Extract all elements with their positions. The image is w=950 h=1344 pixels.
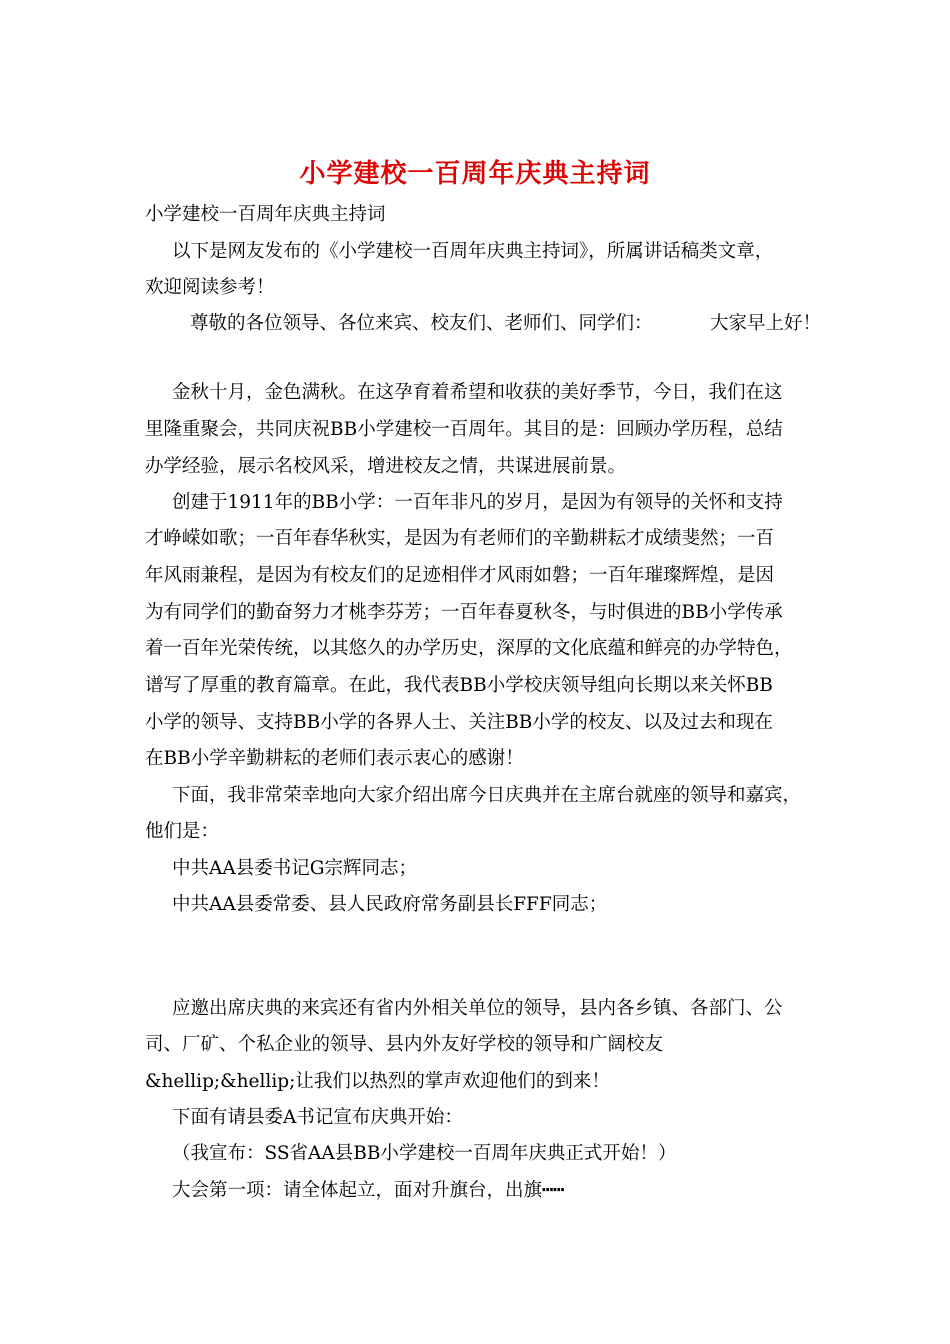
paragraph-line: 下面有请县委A书记宣布庆典开始： [172, 1107, 463, 1128]
paragraph-line: 谱写了厚重的教育篇章。在此，我代表BB小学校庆领导组向长期以来关怀BB [145, 675, 773, 696]
intro-line-1: 以下是网友发布的《小学建校一百周年庆典主持词》，所属讲话稿类文章， [172, 241, 774, 262]
paragraph-line: 为有同学们的勤奋努力才桃李芬芳；一百年春夏秋冬，与时俱进的BB小学传承 [145, 602, 783, 623]
paragraph-line: 办学经验，展示名校风采，增进校友之情，共谋进展前景。 [145, 456, 627, 477]
subtitle-line: 小学建校一百周年庆典主持词 [145, 204, 386, 225]
guest-line: 中共AA县委常委、县人民政府常务副县长FFF同志； [172, 894, 608, 915]
paragraph-line: &hellip;&hellip;让我们以热烈的掌声欢迎他们的到来！ [145, 1071, 610, 1092]
paragraph-line: 着一百年光荣传统，以其悠久的办学历史，深厚的文化底蕴和鲜亮的办学特色， [145, 638, 793, 659]
paragraph-line: 大会第一项：请全体起立，面对升旗台，出旗┅┅ [172, 1180, 565, 1201]
paragraph-line: 才峥嵘如歌；一百年春华秋实，是因为有老师们的辛勤耕耘才成绩斐然；一百 [145, 528, 775, 549]
intro-line-2: 欢迎阅读参考！ [145, 277, 275, 298]
paragraph-line: 在BB小学辛勤耕耘的老师们表示衷心的感谢！ [145, 748, 524, 769]
paragraph-line: 金秋十月，金色满秋。在这孕育着希望和收获的美好季节，今日，我们在这 [172, 382, 783, 403]
paragraph-line: 司、厂矿、个私企业的领导、县内外友好学校的领导和广阔校友 [145, 1034, 664, 1055]
paragraph-line: 他们是： [145, 821, 220, 842]
paragraph-line: 下面，我非常荣幸地向大家介绍出席今日庆典并在主席台就座的领导和嘉宾， [172, 785, 802, 806]
paragraph-line: （我宣布：SS省AA县BB小学建校一百周年庆典正式开始！） [172, 1143, 677, 1164]
greeting-line: 尊敬的各位领导、各位来宾、校友们、老师们、同学们： [190, 313, 653, 334]
document-title: 小学建校一百周年庆典主持词 [299, 159, 651, 189]
guest-line: 中共AA县委书记G宗辉同志； [172, 858, 417, 879]
paragraph-line: 里隆重聚会，共同庆祝BB小学建校一百周年。其目的是：回顾办学历程，总结 [145, 419, 783, 440]
paragraph-line: 创建于1911年的BB小学：一百年非凡的岁月，是因为有领导的关怀和支持 [172, 492, 783, 513]
paragraph-line: 年风雨兼程，是因为有校友们的足迹相伴才风雨如磐；一百年璀璨辉煌，是因 [145, 565, 775, 586]
paragraph-line: 小学的领导、支持BB小学的各界人士、关注BB小学的校友、以及过去和现在 [145, 712, 773, 733]
paragraph-line: 应邀出席庆典的来宾还有省内外相关单位的领导，县内各乡镇、各部门、公 [172, 998, 783, 1019]
greeting-morning: 大家早上好！ [710, 313, 822, 334]
